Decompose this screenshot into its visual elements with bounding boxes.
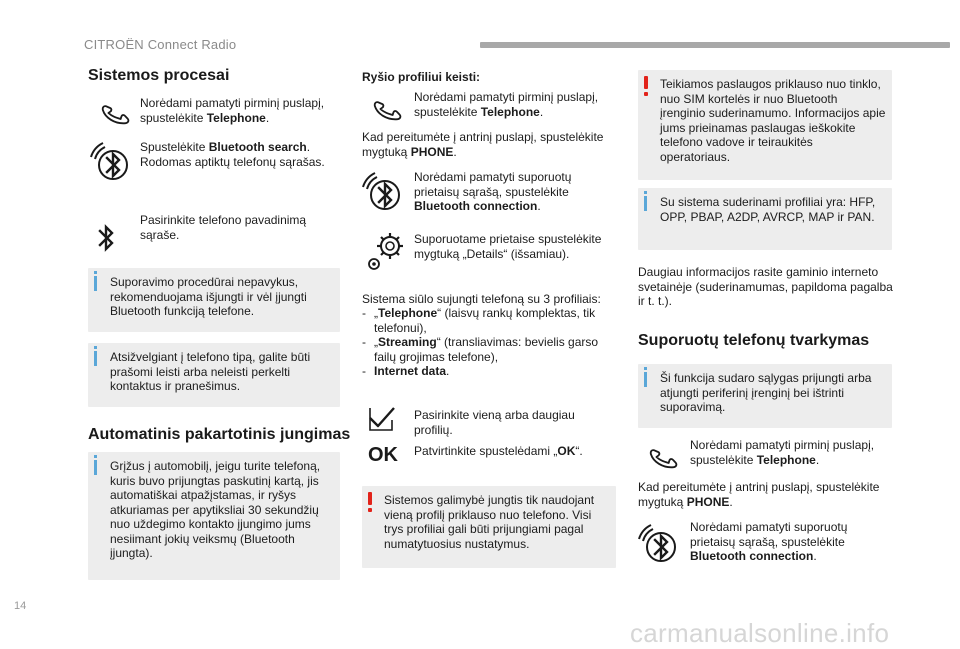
info-box-compatible-profiles: Su sistema suderinami profiliai yra: HFP, OPP, PBAP, A2DP, AVRCP, MAP ir PAN.	[638, 188, 892, 250]
profile-list	[362, 306, 612, 379]
bluetooth-icon	[86, 218, 126, 258]
bluetooth-search-icon	[90, 142, 136, 188]
phone-icon	[368, 92, 408, 132]
step-confirm-ok: Patvirtinkite spustelėdami „OK“.	[414, 444, 583, 458]
step-select-phone: Pasirinkite telefono pavadinimą sąraše.	[140, 213, 307, 242]
info-icon	[644, 372, 647, 387]
info-box-manage-function: Ši funkcija sudaro sąlygas prijungti arba atjungti periferinį įrenginį bei ištrinti suporavimą.	[638, 364, 892, 428]
ok-icon: OK	[368, 444, 398, 466]
page-number: 14	[14, 600, 27, 612]
section-heading-auto-reconnect: Automatinis pakartotinis jungimas	[88, 426, 351, 443]
step-open-telephone: Norėdami pamatyti pirminį puslapį, spustelėkite Telephone.	[140, 96, 325, 125]
info-icon	[94, 276, 97, 291]
header-title: CITROËN Connect Radio	[84, 37, 237, 52]
info-box-auto-reconnect: Grįžus į automobilį, jeigu turite telefoną, kuris buvo prijungtas paskutinį kartą, jis automatiškai atpažįstamas, ir ryšys atkuriamas per apytiksliai 30 sekundžių nuo uždegimo kontakto įjungimo jums nesiimant jokių veiksmų (Bluetooth įjungta).	[88, 452, 340, 580]
phone-icon	[96, 96, 136, 136]
step-open-telephone: Norėdami pamatyti pirminį puslapį, spustelėkite Telephone.	[690, 438, 875, 467]
subheading-change-profile: Ryšio profiliui keisti:	[362, 70, 481, 84]
step-bluetooth-connection: Norėdami pamatyti suporuotų prietaisų sąrašą, spustelėkite Bluetooth connection.	[690, 520, 848, 563]
bluetooth-connection-icon	[638, 524, 684, 570]
section-heading-system-processes: Sistemos procesai	[88, 67, 230, 84]
info-icon	[644, 196, 647, 211]
para-more-info: Daugiau informacijos rasite gaminio interneto svetainėje (suderinamumas, papildoma pagalba ir t. t.).	[638, 265, 893, 308]
info-icon	[94, 460, 97, 475]
step-select-profiles: Pasirinkite vieną arba daugiau profilių.	[414, 408, 575, 437]
info-icon	[94, 351, 97, 366]
list-item: - Internet data.	[362, 364, 450, 378]
warning-icon	[643, 76, 649, 96]
para-go-secondary-page: Kad pereitumėte į antrinį puslapį, spustelėkite mygtuką PHONE.	[362, 130, 604, 159]
gear-icon	[364, 230, 408, 274]
para-go-secondary-page: Kad pereitumėte į antrinį puslapį, spustelėkite mygtuką PHONE.	[638, 480, 880, 509]
phone-icon	[644, 440, 684, 480]
info-box-phone-type: Atsižvelgiant į telefono tipą, galite būti prašomi leisti arba neleisti perkelti kontaktus ir pranešimus.	[88, 343, 340, 407]
watermark: carmanualsonline.info	[630, 618, 890, 648]
warning-icon	[367, 492, 373, 512]
header-bar	[480, 42, 950, 48]
list-item: - „Telephone“ (laisvų rankų komplektas, tik telefonui),	[362, 306, 596, 335]
warning-box-services: Teikiamos paslaugos priklauso nuo tinklo, nuo SIM kortelės ir nuo Bluetooth įrenginio suderinamumo. Informacijos apie jums prieinamas paslaugas ieškokite telefono vadove ir teiraukitės operatoriaus.	[638, 70, 892, 180]
step-open-telephone: Norėdami pamatyti pirminį puslapį, spustelėkite Telephone.	[414, 90, 599, 119]
step-bluetooth-connection: Norėdami pamatyti suporuotų prietaisų sąrašą, spustelėkite Bluetooth connection.	[414, 170, 572, 213]
checkbox-icon	[366, 402, 398, 434]
bluetooth-connection-icon	[362, 172, 408, 218]
section-heading-manage-paired: Suporuotų telefonų tvarkymas	[638, 332, 870, 349]
warning-box-single-profile: Sistemos galimybė jungtis tik naudojant vieną profilį priklauso nuo telefono. Visi trys profiliai gali būti prijungiami pagal numatytuosius nustatymus.	[362, 486, 616, 568]
step-bluetooth-search: Spustelėkite Bluetooth search. Rodomas aptiktų telefonų sąrašas.	[140, 140, 325, 169]
list-item: - „Streaming“ (transliavimas: bevielis garso failų grojimas telefone),	[362, 335, 599, 364]
step-details-button: Suporuotame prietaise spustelėkite mygtuką „Details“ (išsamiau).	[414, 232, 602, 261]
para-profiles-intro: Sistema siūlo sujungti telefoną su 3 profiliais:	[362, 292, 601, 306]
info-box-pairing-failed: Suporavimo procedūrai nepavykus, rekomenduojama išjungti ir vėl įjungti Bluetooth funkciją telefone.	[88, 268, 340, 332]
